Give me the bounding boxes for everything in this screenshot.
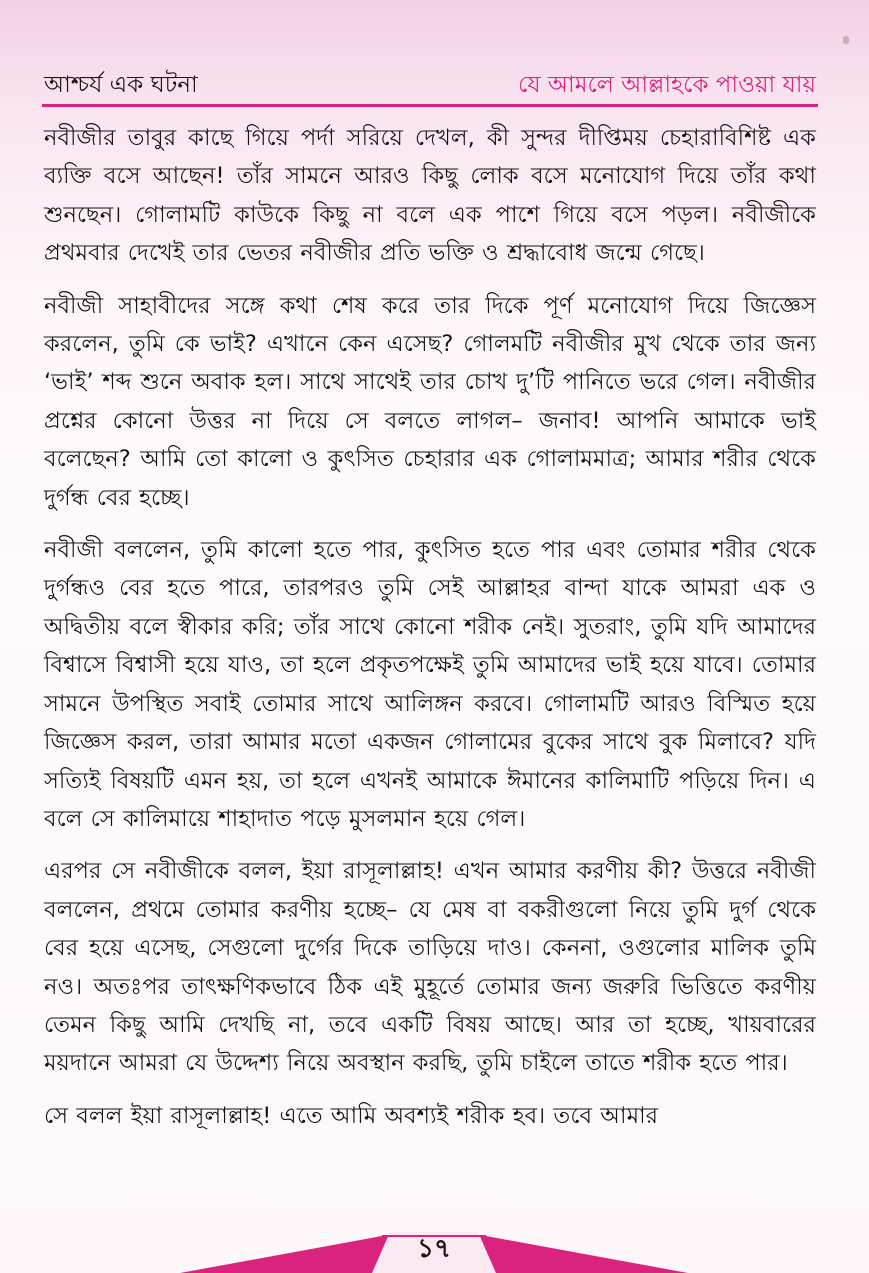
header-rule <box>42 104 818 107</box>
page-number: ১৭ <box>417 1234 451 1264</box>
paragraph-3: নবীজী বললেন, তুমি কালো হতে পার, কুৎসিত হতে পার এবং তোমার শরীর থেকে দুর্গন্ধও বের হতে পারে, তারপরও তুমি সেই আল্লাহর বান্দা যাকে আমরা এক ও অদ্বিতীয় বলে স্বীকার করি; তাঁর সাথে কোনো শরীক নেই। সুতরাং, তুমি যদি আমাদের বিশ্বাসে বিশ্বাসী হয়ে যাও, তা হলে প্রকৃতপক্ষেই তুমি আমাদের ভাই হয়ে যাবে। তোমার সামনে উপস্থিত সবাই তোমার সাথে আলিঙ্গন করবে। গোলামটি আরও বিস্মিত হয়ে জিজ্ঞেস করল, তারা আমার মতো একজন গোলামের বুকের সাথে বুক মিলাবে? যদি সত্যিই বিষয়টি এমন হয়, তা হলে এখনই আমাকে ঈমানের কালিমাটি পড়িয়ে দিন। এ বলে সে কালিমায়ে শাহাদাত পড়ে মুসলমান হয়ে গেল। <box>44 537 816 832</box>
running-header <box>44 68 816 102</box>
paragraph-2: নবীজী সাহাবীদের সঙ্গে কথা শেষ করে তার দিকে পূর্ণ মনোযোগ দিয়ে জিজ্ঞেস করলেন, তুমি কে ভাই? এখানে কেন এসেছ? গোলমটি নবীজীর মুখ থেকে তার জন্য ‘ভাই’ শব্দ শুনে অবাক হল। সাথে সাথেই তার চোখ দু’টি পানিতে ভরে গেল। নবীজীর প্রশ্নের কোনো উত্তর না দিয়ে সে বলতে লাগল– জনাব! আপনি আমাকে ভাই বলেছেন? আমি তো কালো ও কুৎসিত চেহারার এক গোলামমাত্র; আমার শরীর থেকে দুর্গন্ধ বের হচ্ছে। <box>44 292 816 511</box>
print-speck <box>843 36 849 44</box>
chapter-title: আশ্চর্য এক ঘটনা <box>44 72 198 98</box>
paragraph-5: সে বলল ইয়া রাসূলাল্লাহ! এতে আমি অবশ্যই শরীক হব। তবে আমার <box>44 1102 659 1129</box>
paragraph-4: এরপর সে নবীজীকে বলল, ইয়া রাসূলাল্লাহ! এখন আমার করণীয় কী? উত্তরে নবীজী বললেন, প্রথমে তোমার করণীয় হচ্ছে– যে মেষ বা বকরীগুলো নিয়ে তুমি দুর্গ থেকে বের হয়ে এসেছ, সেগুলো দুর্গের দিকে তাড়িয়ে দাও। কেননা, ওগুলোর মালিক তুমি নও। অতঃপর তাৎক্ষণিকভাবে ঠিক এই মুহূর্তে তোমার জন্য জরুরি ভিত্তিতে করণীয় তেমন কিছু আমি দেখছি না, তবে একটি বিষয় আছে। আর তা হচ্ছে, খায়বারের ময়দানে আমরা যে উদ্দেশ্য নিয়ে অবস্থান করছি, তুমি চাইলে তাতে শরীক হতে পার। <box>44 858 816 1077</box>
book-title: যে আমলে আল্লাহকে পাওয়া যায় <box>518 72 816 98</box>
body-text <box>44 119 816 1135</box>
paragraph-1: নবীজীর তাবুর কাছে গিয়ে পর্দা সরিয়ে দেখল, কী সুন্দর দীপ্তিময় চেহারাবিশিষ্ট এক ব্যক্তি বসে আছেন! তাঁর সামনে আরও কিছু লোক বসে মনোযোগ দিয়ে তাঁর কথা শুনছেন। গোলামটি কাউকে কিছু না বলে এক পাশে গিয়ে বসে পড়ল। নবীজীকে প্রথমবার দেখেই তার ভেতর নবীজীর প্রতি ভক্তি ও শ্রদ্ধাবোধ জন্মে গেছে। <box>44 125 816 267</box>
